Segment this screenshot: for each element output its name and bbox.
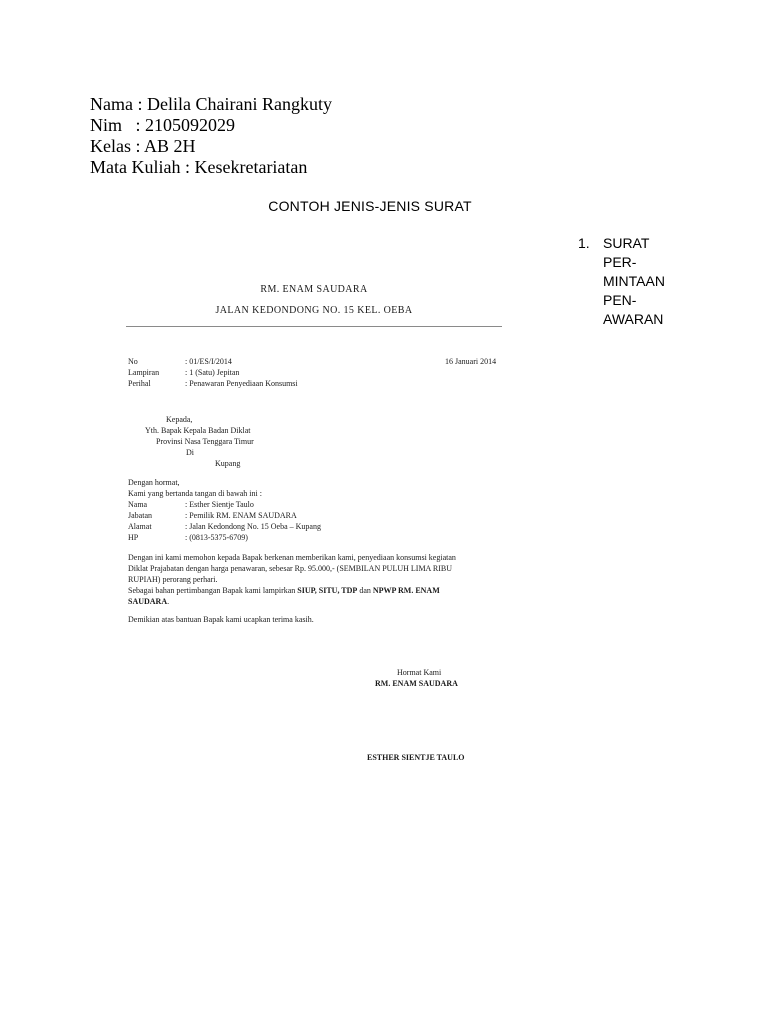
- body-text: dan: [357, 586, 373, 595]
- student-kelas-row: [90, 136, 332, 157]
- body-line: Diklat Prajabatan dengan harga penawaran, sebesar Rp. 95.000,- (SEMBILAN PULUH LIMA RIBU: [128, 564, 453, 573]
- list-item-line: PER-: [603, 254, 637, 270]
- meta-label-lampiran: Lampiran: [128, 368, 160, 377]
- list-item-text: [603, 234, 688, 329]
- meta-label-no: No: [128, 357, 138, 366]
- letter-date: 16 Januari 2014: [445, 357, 497, 366]
- matkul-label: Mata Kuliah :: [90, 157, 195, 177]
- body-bold-text: SAUDARA: [128, 597, 168, 606]
- recipient-kepada: Kepada,: [166, 415, 193, 424]
- body-line: [128, 585, 440, 596]
- list-number: 1.: [578, 235, 590, 251]
- body-line: [128, 596, 169, 607]
- field-label-alamat: Alamat: [128, 522, 152, 531]
- name-value: Delila Chairani Rangkuty: [146, 94, 332, 114]
- meta-value-lampiran: : 1 (Satu) Jepitan: [185, 368, 240, 377]
- nim-value: 2105092029: [145, 115, 236, 135]
- letter-company-name: RM. ENAM SAUDARA: [260, 284, 368, 295]
- letter-regards: Hormat Kami: [397, 668, 442, 677]
- body-line: Dengan ini kami memohon kepada Bapak berkenan memberikan kami, penyediaan konsumsi kegiatan: [128, 553, 456, 562]
- matkul-value: Kesekretariatan: [194, 157, 308, 177]
- page-title: CONTOH JENIS-JENIS SURAT: [268, 198, 472, 214]
- body-line: RUPIAH) perorang perhari.: [128, 575, 218, 584]
- letter-company-address: JALAN KEDONDONG NO. 15 KEL. OEBA: [215, 305, 413, 316]
- meta-value-no: : 01/ES/I/2014: [185, 357, 232, 366]
- kelas-value: AB 2H: [144, 136, 196, 156]
- nim-label: Nim :: [90, 115, 146, 135]
- student-name-row: [90, 94, 332, 115]
- body-bold-text: NPWP RM. ENAM: [372, 586, 440, 595]
- recipient-di: Di: [186, 448, 194, 457]
- field-value-alamat: : Jalan Kedondong No. 15 Oeba – Kupang: [185, 522, 321, 531]
- list-item-line: PEN-: [603, 292, 637, 308]
- field-label-hp: HP: [128, 533, 139, 542]
- list-item-line: MINTAAN: [603, 273, 665, 289]
- field-value-hp: : (0813-5375-6709): [185, 533, 248, 542]
- recipient-city: Kupang: [215, 459, 241, 468]
- body-text: Sebagai bahan pertimbangan Bapak kami lampirkan: [128, 586, 298, 595]
- student-nim-row: [90, 115, 332, 136]
- meta-label-perihal: Perihal: [128, 379, 151, 388]
- letterhead-divider: [126, 326, 502, 327]
- letter-signer-name: ESTHER SIENTJE TAULO: [367, 753, 465, 762]
- kelas-label: Kelas :: [90, 136, 144, 156]
- list-item-line: SURAT: [603, 235, 650, 251]
- letter-regards-company: RM. ENAM SAUDARA: [375, 679, 458, 688]
- field-value-nama: : Esther Sientje Taulo: [185, 500, 254, 509]
- body-text: .: [167, 597, 170, 606]
- recipient-line1: Yth. Bapak Kepala Badan Diklat: [145, 426, 251, 435]
- field-label-jabatan: Jabatan: [128, 511, 152, 520]
- field-label-nama: Nama: [128, 500, 148, 509]
- list-item-line: AWARAN: [603, 311, 664, 327]
- name-label: Nama :: [90, 94, 147, 114]
- recipient-line2: Provinsi Nasa Tenggara Timur: [156, 437, 254, 446]
- letter-intro: Kami yang bertanda tangan di bawah ini :: [128, 489, 262, 498]
- student-info: [90, 94, 332, 178]
- field-value-jabatan: : Pemilik RM. ENAM SAUDARA: [185, 511, 297, 520]
- letter-closing: Demikian atas bantuan Bapak kami ucapkan terima kasih.: [128, 615, 314, 624]
- meta-value-perihal: : Penawaran Penyediaan Konsumsi: [185, 379, 298, 388]
- body-bold-text: SIUP, SITU, TDP: [297, 586, 358, 595]
- student-matkul-row: [90, 157, 332, 178]
- letter-greeting: Dengan hormat,: [128, 478, 180, 487]
